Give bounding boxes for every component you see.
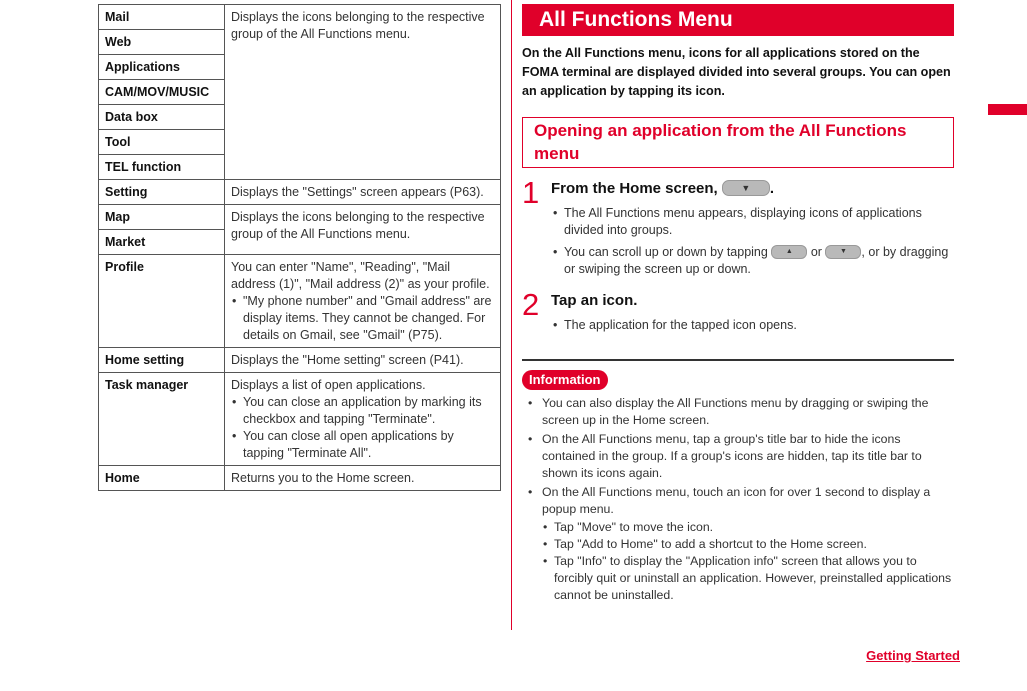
intro-text: On the All Functions menu, icons for all applications stored on the FOMA terminal are displayed divided into several groups. You can open an application by tapping its icon. [522,46,951,98]
table-key: Data box [99,105,225,130]
table-key: CAM/MOV/MUSIC [99,80,225,105]
column-divider [511,0,512,630]
information-list [522,395,954,604]
table-desc: You can enter "Name", "Reading", "Mail address (1)", "Mail address (2)" as your profile. [231,260,490,291]
functions-table [98,4,501,491]
list-item: • On the All Functions menu, tap a group's title bar to hide the icons contained in the group. If a group's icons are hidden, tap its title bar to shown its icons again. [522,431,954,482]
list-item: • Tap "Info" to display the "Application info" screen that allows you to forcibly quit or uninstall an application. However, preinstalled applications cannot be uninstalled. [542,553,954,604]
information-sublist [542,519,954,604]
table-row [99,205,501,230]
down-arrow-button-icon: ▼ [825,245,861,259]
step-title [551,179,954,199]
subsection-heading: Opening an application from the All Functions menu [522,117,954,168]
list-item: • Tap "Move" to move the icon. [542,519,954,536]
table-desc: Displays the icons belonging to the respective group of the All Functions menu. [225,205,501,255]
table-row [99,5,501,30]
table-desc: Displays the icons belonging to the respective group of the All Functions menu. [225,5,501,180]
list-item: • You can close all open applications by tapping "Terminate All". [231,428,494,462]
bullet-text: or [810,245,822,259]
table-key: Home setting [99,348,225,373]
table-key: Setting [99,180,225,205]
table-row [99,255,501,348]
table-key: Applications [99,55,225,80]
list-item: • The All Functions menu appears, displaying icons of applications divided into groups. [551,205,954,239]
step-1 [522,175,954,278]
table-row [99,466,501,491]
table-row [99,180,501,205]
list-item [551,244,954,278]
information-badge: Information [522,370,608,390]
table-key: Mail [99,5,225,30]
table-desc: Displays the "Home setting" screen (P41). [225,348,501,373]
chapter-tab-marker [988,104,1027,115]
list-item: • Tap "Add to Home" to add a shortcut to the Home screen. [542,536,954,553]
table-key: Web [99,30,225,55]
table-key: TEL function [99,155,225,180]
section-title: All Functions Menu [522,4,954,36]
table-key: Map [99,205,225,230]
step-number: 1 [522,175,540,210]
table-key: Profile [99,255,225,348]
table-key: Tool [99,130,225,155]
step-2 [522,287,954,334]
section-rule [522,359,954,361]
bullet-text: , or by dragging or swiping the screen up or down. [564,245,949,276]
step-title-period: . [769,180,775,197]
table-desc: Displays a list of open applications. [231,378,426,392]
table-key: Market [99,230,225,255]
step-bullets [551,317,954,334]
up-arrow-button-icon: ▲ [771,245,807,259]
table-row [99,348,501,373]
table-desc-cell [225,373,501,466]
table-key: Task manager [99,373,225,466]
step-title: Tap an icon. [551,292,638,309]
list-item: • "My phone number" and "Gmail address" are display items. They cannot be changed. For details on Gmail, see "Gmail" (P75). [231,293,494,344]
table-desc-bullets [231,394,494,462]
step-bullets [551,205,954,278]
right-column [522,4,954,606]
bullet-text: On the All Functions menu, touch an icon for over 1 second to display a popup menu. [542,485,931,516]
table-key: Home [99,466,225,491]
list-item: • You can also display the All Functions menu by dragging or swiping the screen up in the Home screen. [522,395,954,429]
list-item [522,484,954,604]
table-desc-bullets [231,293,494,344]
table-desc-cell [225,255,501,348]
down-arrow-button-icon: ▼ [722,180,770,196]
list-item: • You can close an application by marking its checkbox and tapping "Terminate". [231,394,494,428]
table-desc: Displays the "Settings" screen appears (P63). [225,180,501,205]
table-desc: Returns you to the Home screen. [225,466,501,491]
table-row [99,373,501,466]
bullet-text: You can scroll up or down by tapping [564,245,768,259]
chapter-link[interactable]: Getting Started [866,648,960,663]
step-title-text: From the Home screen, [551,180,718,197]
list-item: • The application for the tapped icon opens. [551,317,954,334]
step-number: 2 [522,287,540,322]
